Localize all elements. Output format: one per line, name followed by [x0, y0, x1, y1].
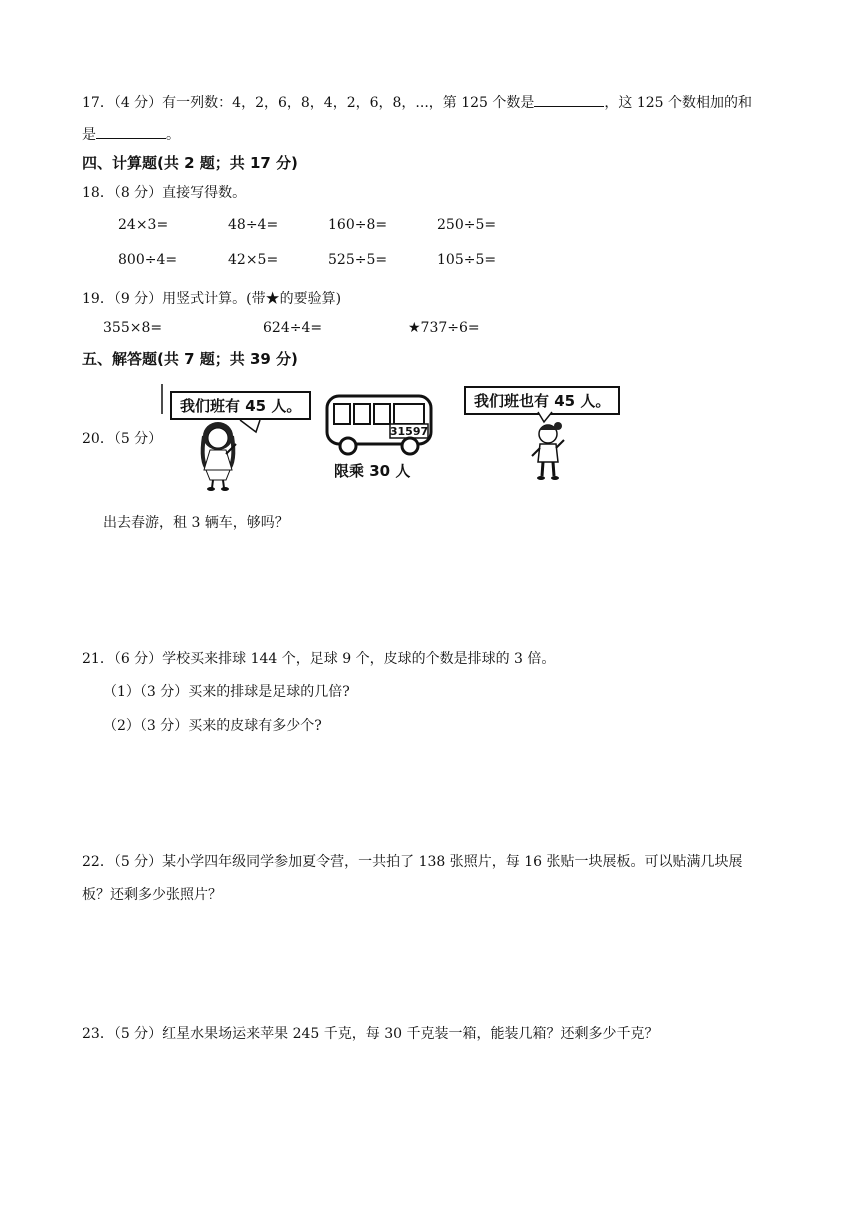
question-22-line2: 板？还剩多少张照片？ — [82, 887, 222, 903]
question-19-stem: 19．（9 分）用竖式计算。(带★的要验算) — [82, 291, 342, 307]
answer-blank[interactable] — [96, 124, 166, 139]
question-20-text: 出去春游，租 3 辆车，够吗？ — [103, 515, 289, 531]
q18-item: 160÷8= — [328, 217, 388, 233]
question-18-stem: 18．（8 分）直接写得数。 — [82, 185, 247, 201]
q18-item: 800÷4= — [118, 252, 178, 268]
q18-item: 105÷5= — [437, 252, 497, 268]
q18-item: 24×3= — [118, 217, 169, 233]
question-21-stem: 21．（6 分）学校买来排球 144 个，足球 9 个，皮球的个数是排球的 3 倍。 — [82, 651, 556, 667]
bus-illustration — [324, 390, 436, 458]
answer-blank[interactable] — [534, 92, 604, 107]
bus-caption: 限乘 30 人 — [334, 462, 411, 480]
q19-item: 355×8= — [103, 320, 163, 336]
question-22-line1: 22．（5 分）某小学四年级同学参加夏令营，一共拍了 138 张照片，每 16 张贴一块展板。可以贴满几块展 — [82, 854, 743, 870]
q19-item: ★737÷6= — [408, 320, 480, 336]
question-17-line2: 是 。 — [82, 124, 180, 144]
question-23-stem: 23．（5 分）红星水果场运来苹果 245 千克，每 30 千克装一箱，能装几箱？还剩多少千克？ — [82, 1026, 659, 1042]
bus-number: 31597 — [389, 425, 429, 438]
question-21-sub2: （2）（3 分）买来的皮球有多少个? — [103, 718, 322, 734]
question-17-line1: 17．（4 分）有一列数：4，2，6，8，4，2，6，8，...，第 125 个数是 ，这 125 个数相加的和 — [82, 92, 752, 112]
section-5-title: 五、解答题(共 7 题；共 39 分) — [82, 350, 298, 368]
girl-illustration-right — [520, 410, 580, 490]
q18-item: 250÷5= — [437, 217, 497, 233]
speech-bubble-left: 我们班有 45 人。 — [170, 391, 311, 420]
q18-item: 48÷4= — [228, 217, 279, 233]
q19-item: 624÷4= — [263, 320, 323, 336]
q18-item: 525÷5= — [328, 252, 388, 268]
question-20-number: 20．（5 分） — [82, 431, 163, 447]
section-4-title: 四、计算题(共 2 题；共 17 分) — [82, 154, 298, 172]
question-21-sub1: （1）（3 分）买来的排球是足球的几倍? — [103, 684, 350, 700]
girl-illustration-left — [160, 384, 290, 494]
speech-bubble-right: 我们班也有 45 人。 — [464, 386, 620, 415]
q18-item: 42×5= — [228, 252, 279, 268]
